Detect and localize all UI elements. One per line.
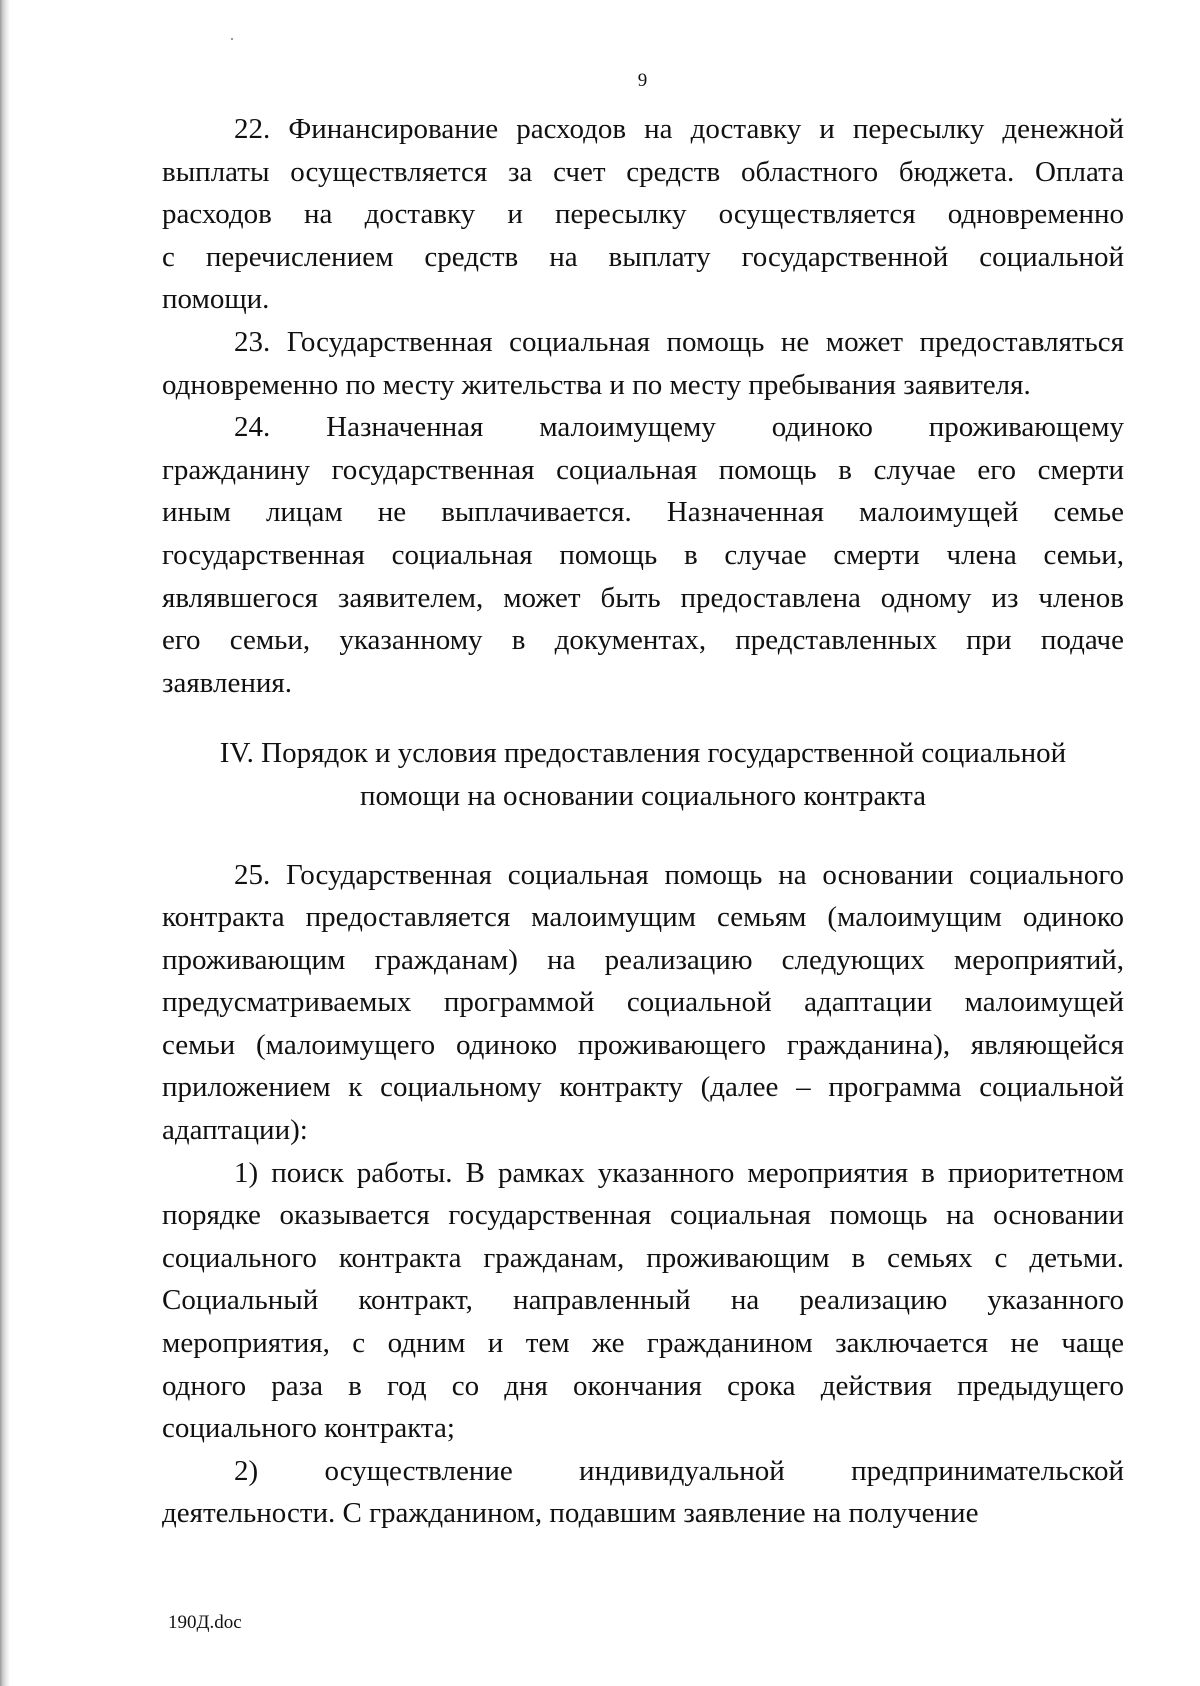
paragraph-line: иным лицам не выплачивается. Назначенная малоимущей семье — [162, 496, 1124, 529]
paragraph-line: Социальный контракт, направленный на реализацию указанного — [162, 1284, 1124, 1317]
paragraph-line: 24. Назначенная малоимущему одиноко проживающему — [234, 411, 1124, 444]
paragraph-line: одного раза в год со дня окончания срока действия предыдущего — [162, 1369, 1124, 1402]
section-heading — [162, 704, 1124, 853]
paragraph-line: 25. Государственная социальная помощь на основании социального — [234, 858, 1124, 891]
paragraphs-top — [162, 108, 1124, 704]
paragraph-line: его семьи, указанному в документах, представленных при подаче — [162, 624, 1124, 657]
paragraph-line: контракта предоставляется малоимущим семьям (малоимущим одиноко — [162, 901, 1124, 934]
paragraph-line: проживающим гражданам) на реализацию следующих мероприятий, — [162, 943, 1124, 976]
document-body — [162, 108, 1124, 1535]
paragraph-line: 2) осуществление индивидуальной предпринимательской — [234, 1454, 1124, 1487]
paragraphs-bottom — [162, 854, 1124, 1536]
scan-speck — [231, 38, 233, 40]
section-heading-line-1: IV. Порядок и условия предоставления государственной социальной — [219, 737, 1067, 770]
paragraph-line: 23. Государственная социальная помощь не может предоставляться — [234, 325, 1124, 358]
paragraph-line: социального контракта; — [162, 1412, 455, 1445]
page-number: 9 — [637, 70, 648, 91]
paragraph-line: являвшегося заявителем, может быть предоставлена одному из членов — [162, 581, 1124, 614]
paragraph-p25 — [162, 854, 1124, 1152]
paragraph-p24 — [162, 406, 1124, 704]
paragraph-line: предусматриваемых программой социальной адаптации малоимущей — [162, 986, 1124, 1019]
paragraph-line: адаптации): — [162, 1114, 308, 1147]
paragraph-line: 22. Финансирование расходов на доставку и пересылку денежной — [234, 113, 1124, 145]
paragraph-p22 — [162, 108, 1124, 321]
scan-edge — [0, 0, 10, 1686]
paragraph-line: порядке оказывается государственная социальная помощь на основании — [162, 1199, 1124, 1232]
paragraph-line: расходов на доставку и пересылку осуществляется одновременно — [162, 198, 1124, 231]
paragraph-line: социального контракта гражданам, проживающим в семьях с детьми. — [162, 1241, 1124, 1274]
paragraph-line: семьи (малоимущего одиноко проживающего гражданина), являющейся — [162, 1028, 1124, 1061]
paragraph-item1 — [162, 1152, 1124, 1450]
paragraph-line: выплаты осуществляется за счет средств областного бюджета. Оплата — [162, 155, 1124, 188]
paragraph-line: гражданину государственная социальная помощь в случае его смерти — [162, 453, 1124, 486]
paragraph-item2 — [162, 1450, 1124, 1535]
footer-filename: 190Д.doc — [168, 1612, 242, 1633]
paragraph-line: 1) поиск работы. В рамках указанного мероприятия в приоритетном — [234, 1156, 1124, 1189]
paragraph-line: мероприятия, с одним и тем же гражданином заключается не чаще — [162, 1327, 1124, 1360]
paragraph-line: одновременно по месту жительства и по месту пребывания заявителя. — [162, 368, 1031, 401]
paragraph-p23 — [162, 321, 1124, 406]
paragraph-line: государственная социальная помощь в случае смерти члена семьи, — [162, 538, 1124, 571]
section-heading-line-2: помощи на основании социального контракта — [360, 779, 926, 812]
paragraph-line: заявления. — [162, 666, 292, 699]
paragraph-line: помощи. — [162, 283, 270, 316]
paragraph-line: с перечислением средств на выплату государственной социальной — [162, 240, 1124, 273]
paragraph-line: деятельности. С гражданином, подавшим заявление на получение — [162, 1497, 979, 1530]
paragraph-line: приложением к социальному контракту (далее – программа социальной — [162, 1071, 1124, 1104]
